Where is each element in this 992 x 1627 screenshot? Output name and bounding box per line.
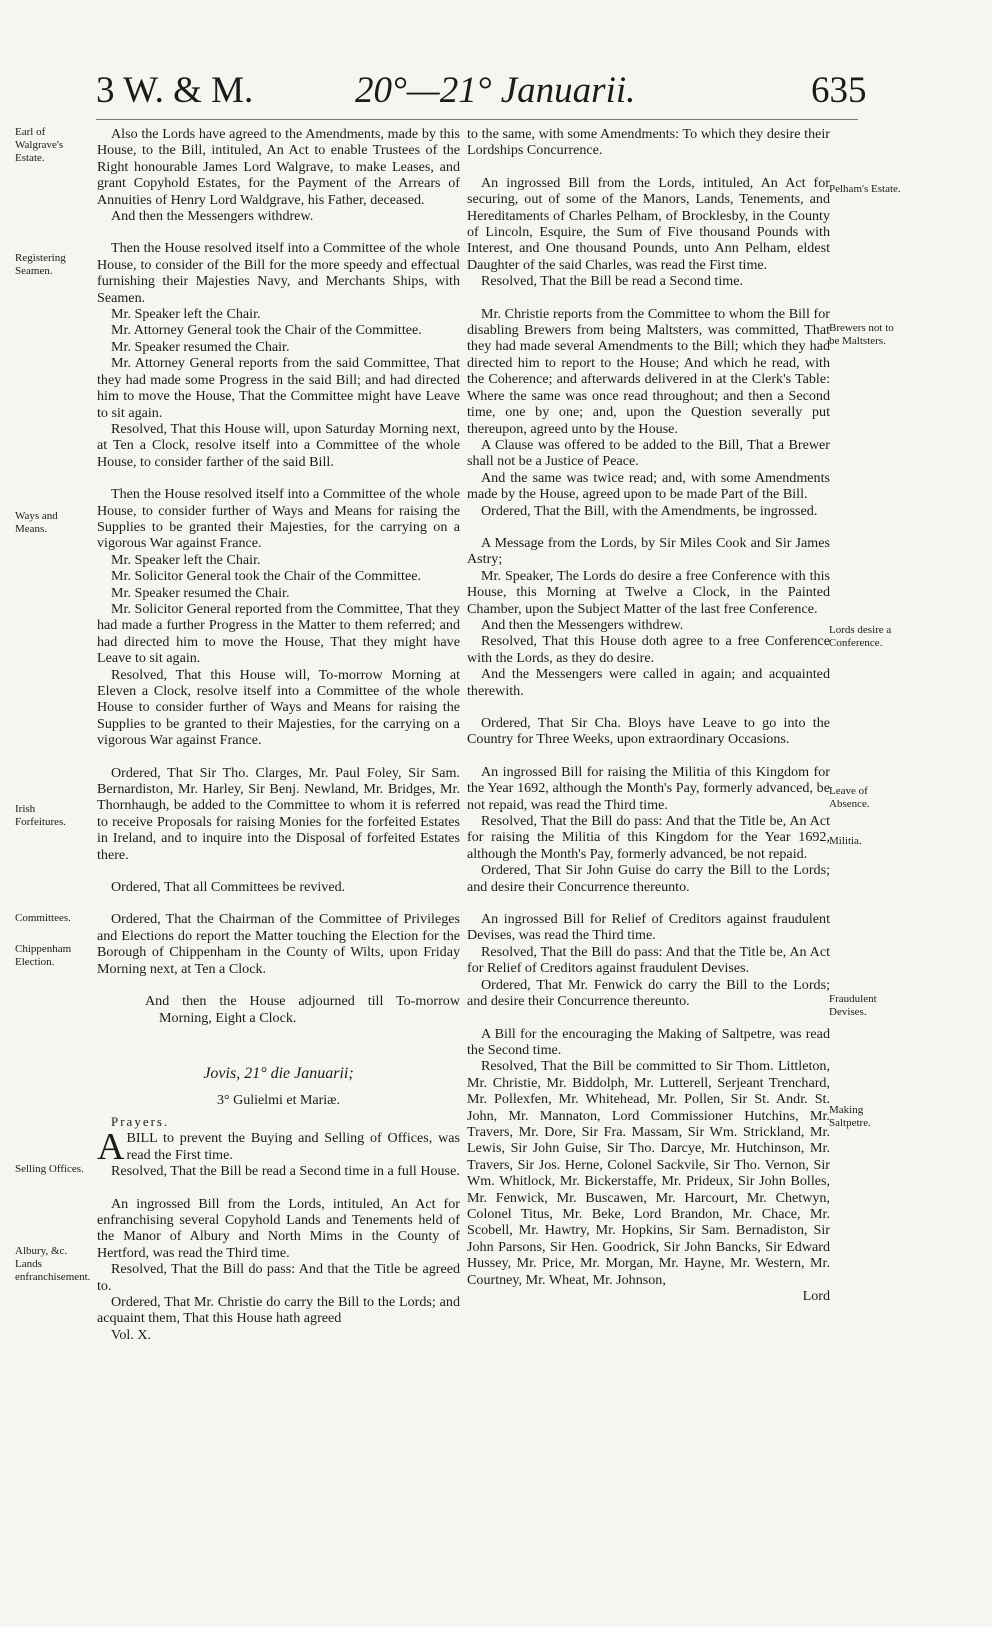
paragraph: Mr. Attorney General took the Chair of the Committee. — [111, 322, 422, 339]
paragraph: Ordered, That Mr. Fenwick do carry the Bill to the Lords; and desire their Concurrence thereunto. — [467, 976, 830, 1010]
right-text-column — [467, 126, 830, 1304]
header-rule — [96, 119, 858, 120]
margin-note: Brewers not to be Maltsters. — [829, 322, 894, 347]
paragraph: Also the Lords have agreed to the Amendments, made by this House, to the Bill, intituled, An Act to enable Trustees of the Right honourable James Lord Walgrave, to make Leases, and grant Copyhold Estates, for the Payment of the Arrears of Annuities of Henry Lord Waldgrave, his Father, deceased. — [97, 126, 460, 208]
margin-note: Lords desire a Conference. — [829, 624, 892, 649]
paragraph — [97, 1126, 460, 1169]
paragraph: And then the Messengers withdrew. — [481, 616, 684, 633]
paragraph: Ordered, That the Chairman of the Committee of Privileges and Elections do report the Matter touching the Election for the Borough of Chippenham in the County of Wilts, upon Friday Morning next, at Ten a Clock. — [97, 911, 460, 977]
paragraph: Mr. Attorney General reports from the said Committee, That they had made some Progress in the said Bill; and had directed him to move the House, That the Committee might have Leave to sit again. — [97, 355, 460, 421]
paragraph: Resolved, That the Bill do pass: And that the Title be, An Act for raising the Militia of this Kingdom for the Year 1692, although the Month's Pay, formerly advanced, be not repaid. — [467, 813, 830, 862]
margin-note: Militia. — [829, 835, 862, 847]
day-heading: Jovis, 21° die Januarii; — [203, 1064, 354, 1082]
paragraph: A Clause was offered to be added to the Bill, That a Brewer shall not be a Justice of Peace. — [467, 436, 830, 470]
paragraph: And the Messengers were called in again; and acquainted therewith. — [467, 666, 830, 699]
paragraph: Mr. Speaker left the Chair. — [111, 551, 261, 568]
regnal-year-line: 3° Gulielmi et Mariæ. — [216, 1092, 341, 1108]
paragraph: An ingrossed Bill for Relief of Creditors against fraudulent Devises, was read the Third time. — [467, 911, 830, 944]
paragraph: Ordered, That all Committees be revived. — [111, 879, 346, 896]
paragraph: Resolved, That this House will, upon Saturday Morning next, at Ten a Clock, resolve itself into a Committee of the whole House, to consider farther of the said Bill. — [97, 420, 460, 470]
paragraph: An ingrossed Bill from the Lords, intituled, An Act for securing, out of some of the Manors, Lands, Tenements, and Hereditaments of Charles Pelham, of Brocklesby, in the County of Lincoln, Esquire, the Sum of Five thousand Pounds with Interest, and One thousand Pounds, unto Ann Pelham, eldest Daughter of the said Charles, was read the First time. — [467, 174, 830, 273]
left-text-column — [97, 126, 460, 1343]
paragraph: Mr. Speaker resumed the Chair. — [111, 584, 290, 601]
running-head-regnal-year: 3 W. & M. — [96, 70, 254, 111]
paragraph: Resolved, That the Bill be read a Second time in a full House. — [111, 1163, 460, 1180]
paragraph: Mr. Solicitor General reported from the Committee, That they had made a further Progress in the Matter to them referred; and had directed him to move the House, That they might have Leave to sit again. — [97, 600, 460, 667]
paragraph: Resolved, That the Bill be read a Second time. — [481, 273, 743, 290]
paragraph: An ingrossed Bill for raising the Militia of this Kingdom for the Year 1692, although the Month's Pay, formerly advanced, be not repaid, was read the Third time. — [467, 763, 830, 813]
margin-note: Selling Offices. — [15, 1163, 84, 1175]
paragraph: A Bill for the encouraging the Making of Saltpetre, was read the Second time. — [467, 1025, 830, 1058]
paragraph: An ingrossed Bill from the Lords, intituled, An Act for enfranchising several Copyhold Lands and Tenements held of the Manor of Albury and North Mims in the County of Hertford, was read the Third time. — [97, 1195, 460, 1261]
paragraph: Ordered, That Sir Cha. Bloys have Leave to go into the Country for Three Weeks, upon extraordinary Occasions. — [467, 715, 830, 748]
catchword: Lord — [802, 1288, 830, 1304]
margin-note: Chippenham Election. — [15, 943, 72, 968]
paragraph: Ordered, That Mr. Christie do carry the Bill to the Lords; and acquaint them, That this House hath agreed — [97, 1293, 460, 1327]
paragraph: Mr. Solicitor General took the Chair of the Committee. — [111, 568, 422, 585]
paragraph: Resolved, That the Bill do pass: And that the Title be, An Act for Relief of Creditors against fraudulent Devises. — [467, 943, 830, 977]
paragraph-text: BILL to prevent the Buying and Selling of Offices, was read the First time. — [126, 1130, 460, 1163]
prayers-heading: Prayers. — [111, 1113, 170, 1129]
paragraph: Resolved, That this House will, To-morrow Morning at Eleven a Clock, resolve itself into a Committee of the whole House to consider further of Ways and Means for raising the Supplies to be granted to their Majesties, for the carrying on a vigorous War against France. — [97, 666, 460, 749]
margin-note: Registering Seamen. — [15, 252, 66, 277]
paragraph: Then the House resolved itself into a Committee of the whole House, to consider further of Ways and Means for raising the Supplies to be granted their Majesties, for the carrying on a vigorous War against France. — [97, 486, 460, 552]
paragraph: Resolved, That this House doth agree to a free Conference with the Lords, as they do desire. — [467, 633, 830, 666]
paragraph: Mr. Speaker resumed the Chair. — [111, 338, 290, 355]
margin-note: Ways and Means. — [15, 510, 58, 535]
paragraph: And then the Messengers withdrew. — [111, 208, 314, 225]
volume-signature: Vol. X. — [111, 1326, 152, 1343]
paragraph: Mr. Speaker, The Lords do desire a free Conference with this House, this Morning at Twelve a Clock, in the Painted Chamber, upon the Subject Matter of the last free Conference. — [467, 567, 830, 617]
paragraph: Ordered, That the Bill, with the Amendments, be ingrossed. — [481, 502, 818, 519]
paragraph: Mr. Christie reports from the Committee to whom the Bill for disabling Brewers from being Maltsters, was committed, That they had made several Amendments to the Bill; which they had directed him to report to the House; And which he read, with the Coherence; and afterwards delivered in at the Clerk's Table: Where the same was once read throughout; and then a Second time, one by one; and, upon the Question severally put thereupon, agreed unto by the House. — [467, 305, 830, 437]
margin-note: Irish Forfeitures. — [15, 803, 67, 828]
margin-note: Fraudulent Devises. — [829, 993, 877, 1018]
margin-note: Albury, &c. Lands enfranchisement. — [15, 1245, 91, 1283]
margin-note: Pelham's Estate. — [829, 183, 901, 195]
paragraph: A Message from the Lords, by Sir Miles Cook and Sir James Astry; — [467, 534, 830, 568]
paragraph: And the same was twice read; and, with some Amendments made by the House, agreed upon to be made Part of the Bill. — [467, 469, 830, 503]
margin-note: Committees. — [15, 912, 71, 924]
paragraph: Ordered, That Sir John Guise do carry the Bill to the Lords; and desire their Concurrence thereunto. — [467, 862, 830, 895]
paragraph: Mr. Speaker left the Chair. — [111, 306, 261, 323]
page-number: 635 — [811, 70, 867, 111]
drop-cap: A — [97, 1126, 125, 1169]
paragraph: Resolved, That the Bill do pass: And that the Title be agreed to. — [97, 1261, 460, 1294]
adjournment-line: And then the House adjourned till To-morrow Morning, Eight a Clock. — [145, 993, 460, 1026]
paragraph: Resolved, That the Bill be committed to Sir Thom. Littleton, Mr. Christie, Mr. Biddolph, Mr. Lutterell, Serjeant Trenchard, Mr. Pollexfen, Mr. Whitehead, Mr. Pollen, Sir St. Andr. St. John, Mr. Mannaton, Lord Commissioner Hutchins, Mr. Travers, Mr. Dore, Sir Fra. Massam, Sir Wm. Strickland, Mr. Lewis, Sir John Guise, Sir Tho. Darcye, Mr. Hutchinson, Mr. Travers, Sir Jos. Herne, Colonel Sackvile, Sir Tho. Vernon, Sir Wm. Whitlock, Mr. Bickerstaffe, Mr. Prideux, Sir John Bolles, Mr. Fenwick, Mr. Buscawen, Mr. Harcourt, Mr. Chetwyn, Colonel Titus, Mr. Beke, Lord Brandon, Mr. Chace, Mr. Scobell, Mr. Hawtry, Mr. Hopkins, Sir Sam. Bernadiston, Sir John Parsons, Sir Hen. Goodrick, Sir John Bancks, Sir Edward Hussey, Mr. Price, Mr. Morgan, Mr. Hayne, Mr. Western, Mr. Courtney, Mr. Wheat, Mr. Johnson, — [467, 1058, 830, 1288]
paragraph: to the same, with some Amendments: To which they desire their Lordships Concurrence. — [467, 126, 830, 159]
margin-note: Earl of Walgrave's Estate. — [15, 126, 64, 164]
margin-note: Leave of Absence. — [829, 785, 870, 810]
margin-note: Making Saltpetre. — [829, 1104, 871, 1129]
paragraph: Then the House resolved itself into a Committee of the whole House, to consider of the Bill for the more speedy and effectual furnishing their Majesties Navy, and Merchants Ships, with Seamen. — [97, 240, 460, 306]
paragraph: Ordered, That Sir Tho. Clarges, Mr. Paul Foley, Sir Sam. Bernardiston, Mr. Harley, Sir Benj. Newland, Mr. Bridges, Mr. Thornhaugh, be added to the Committee to whom it is referred to receive Proposals for raising Monies for the forfeited Estates in Ireland, and to inquire into the Disposal of forfeited Estates there. — [97, 764, 460, 863]
running-head-date: 20°—21° Januarii. — [355, 70, 636, 111]
